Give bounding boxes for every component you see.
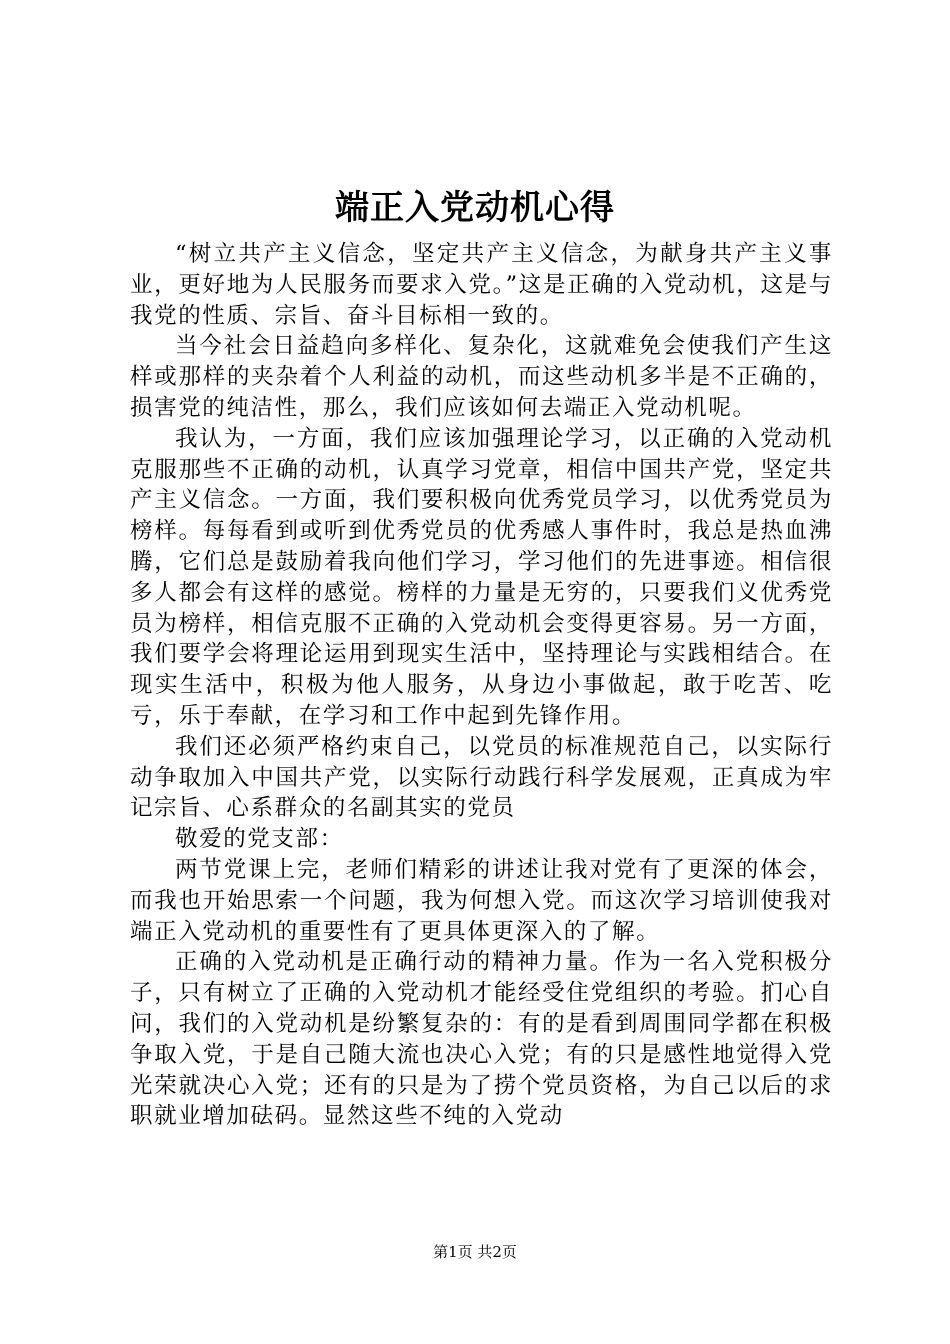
paragraph: “树立共产主义信念，坚定共产主义信念，为献身共产主义事业，更好地为人民服务而要求入党。”这是正确的入党动机，这是与我党的性质、宗旨、奋斗目标相一致的。	[130, 241, 833, 329]
salutation: 敬爱的党支部：	[175, 826, 344, 853]
paragraph: 正确的入党动机是正确行动的精神力量。作为一名入党积极分子，只有树立了正确的入党动机才能经受住党组织的考验。扪心自问，我们的入党动机是纷繁复杂的：有的是看到周围同学都在积极争取入党，于是自己随大流也决心入党；有的只是感性地觉得入党光荣就决心入党；还有的只是为了捞个党员资格，为自己以后的求职就业增加砝码。显然这些不纯的入党动	[130, 949, 833, 1130]
document-body	[130, 239, 833, 1132]
document-title: 端正入党动机心得	[335, 188, 615, 228]
paragraph: 我认为，一方面，我们应该加强理论学习，以正确的入党动机克服那些不正确的动机，认真学习党章，相信中国共产党，坚定共产主义信念。一方面，我们要积极向优秀党员学习，以优秀党员为榜样。每每看到或听到优秀党员的优秀感人事件时，我总是热血沸腾，它们总是鼓励着我向他们学习，学习他们的先进事迹。相信很多人都会有这样的感觉。榜样的力量是无穷的，只要我们义优秀党员为榜样，相信克服不正确的入党动机会变得更容易。另一方面，我们要学会将理论运用到现实生活中，坚持理论与实践相结合。在现实生活中，积极为他人服务，从身边小事做起，敢于吃苦、吃亏，乐于奉献，在学习和工作中起到先锋作用。	[130, 425, 833, 729]
page-footer: 第1页 共2页	[433, 1243, 517, 1261]
paragraph: 当今社会日益趋向多样化、复杂化，这就难免会使我们产生这样或那样的夹杂着个人利益的动机，而这些动机多半是不正确的，损害党的纯洁性，那么，我们应该如何去端正入党动机呢。	[130, 333, 833, 421]
paragraph: 我们还必须严格约束自己，以党员的标准规范自己，以实际行动争取加入中国共产党，以实际行动践行科学发展观，正真成为牢记宗旨、心系群众的名副其实的党员	[130, 733, 833, 822]
paragraph: 两节党课上完，老师们精彩的讲述让我对党有了更深的体会，而我也开始思索一个问题，我为何想入党。而这次学习培训使我对端正入党动机的重要性有了更具体更深入的了解。	[130, 856, 833, 945]
